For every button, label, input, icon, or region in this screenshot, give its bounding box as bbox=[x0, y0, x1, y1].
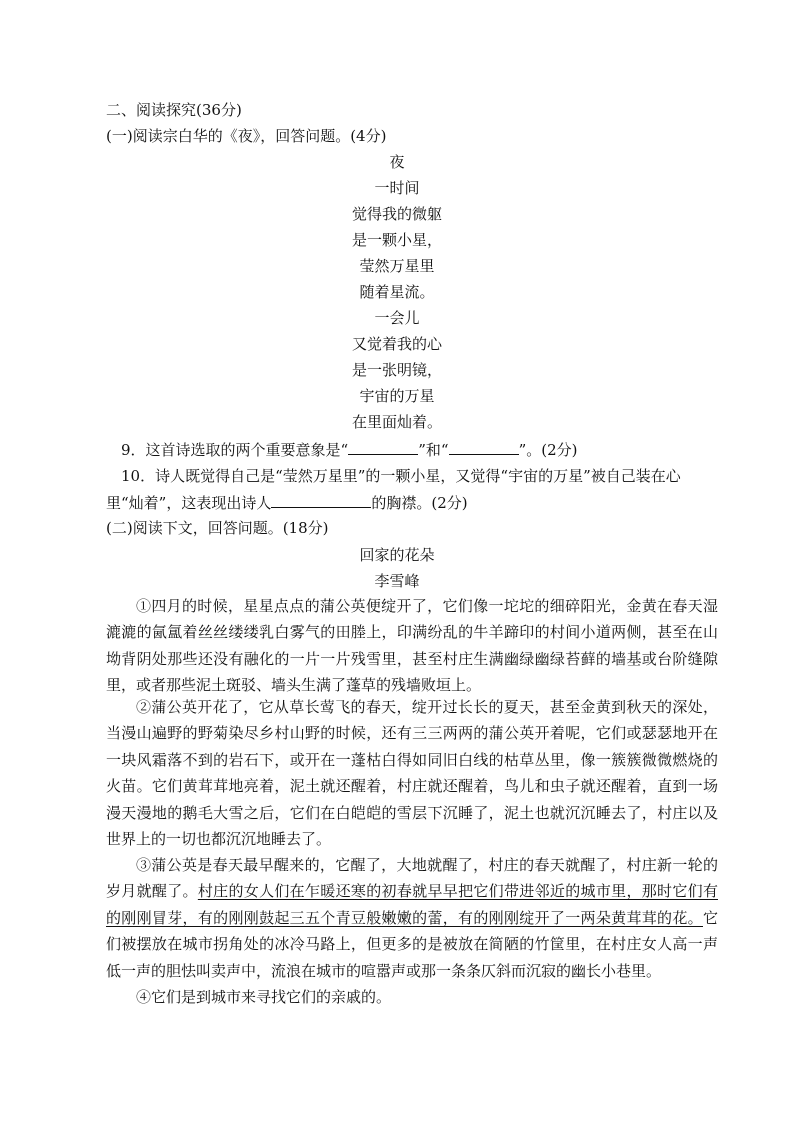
poem-title: 夜 bbox=[389, 153, 405, 171]
article-title: 回家的花朵 bbox=[359, 546, 435, 564]
article-paragraph-3 bbox=[106, 852, 718, 984]
question-9 bbox=[121, 439, 577, 460]
part2-heading: (二)阅读下文，回答问题。(18分) bbox=[106, 519, 329, 537]
question-9-mid: ”和“ bbox=[418, 441, 449, 459]
part1-heading: (一)阅读宗白华的《夜》，回答问题。(4分) bbox=[106, 127, 387, 145]
article-paragraph-4: ④它们是到城市来寻找它们的亲戚的。 bbox=[136, 988, 392, 1006]
poem-line: 是一张明镜， bbox=[351, 361, 442, 379]
section-title: 二、阅读探究(36分) bbox=[106, 101, 242, 119]
underlined-sentence: 村庄的女人们在乍暖还寒的初春就早早把它们带进邻近的城市里，那时它们有的刚刚冒芽，有的刚刚鼓起三五个青豆般嫩嫩的蕾，有的刚刚绽开了一两朵黄茸茸的花。 bbox=[106, 882, 718, 927]
article-paragraph-2: ②蒲公英开花了，它从草长莺飞的春天，绽开过长长的夏天，甚至金黄到秋天的深处，当漫山遍野的野菊染尽乡村山野的时候，还有三三两两的蒲公英开着呢，它们或瑟瑟地开在一块风霜落不到的岩石下，或开在一蓬枯白得如同旧白线的枯草丛里，像一簇簇微微燃烧的火苗。它们黄茸茸地亮着，泥土就还醒着，村庄就还醒着，鸟儿和虫子就还醒着，直到一场漫天漫地的鹅毛大雪之后，它们在白皑皑的雪层下沉睡了，泥土也就沉沉睡去了，村庄以及世界上的一切也都沉沉地睡去了。 bbox=[106, 698, 718, 849]
question-10-prefix: 里“灿着”，这表现出诗人 bbox=[106, 494, 272, 512]
paragraph-3-opening: ③蒲公英是春天最早醒来的，它醒了，大地就醒了，村庄的春天就醒了，村庄新一轮的岁月就醒了。 bbox=[106, 856, 718, 901]
article-paragraph-1: ①四月的时候，星星点点的蒲公英便绽开了，它们像一坨坨的细碎阳光，金黄在春天湿漉漉的氤氲着丝丝缕缕乳白雾气的田塍上，印满纷乱的牛羊蹄印的村间小道两侧，甚至在山坳背阴处那些还没有融化的一片一片残雪里，甚至村庄生满幽绿幽绿苔藓的墙基或台阶缝隙里，或者那些泥土斑驳、墙头生满了蓬草的残墙败垣上。 bbox=[106, 597, 718, 695]
poem-line: 一会儿 bbox=[374, 309, 420, 327]
article-author: 李雪峰 bbox=[374, 572, 420, 590]
paragraph-3-closing: 它们被摆放在城市拐角处的冰冷马路上，但更多的是被放在简陋的竹筐里，在村庄女人高一声低一声的胆怯叫卖声中，流浪在城市的喧嚣声或那一条条仄斜而沉寂的幽长小巷里。 bbox=[106, 908, 718, 980]
answer-blank-2[interactable] bbox=[449, 439, 519, 455]
poem-line: 在里面灿着。 bbox=[351, 413, 442, 431]
question-10-line2 bbox=[106, 492, 468, 513]
poem-line: 宇宙的万星 bbox=[359, 387, 435, 405]
poem-line: 随着星流。 bbox=[359, 283, 435, 301]
answer-blank-1[interactable] bbox=[348, 439, 418, 455]
poem-line: 是一颗小星， bbox=[351, 231, 442, 249]
question-9-prefix: 9．这首诗选取的两个重要意象是“ bbox=[121, 441, 349, 459]
poem-line: 觉得我的微躯 bbox=[351, 205, 442, 223]
poem-line: 莹然万星里 bbox=[359, 257, 435, 275]
answer-blank-3[interactable] bbox=[271, 492, 371, 508]
poem-line: 一时间 bbox=[374, 179, 420, 197]
poem-line: 又觉着我的心 bbox=[351, 335, 442, 353]
question-10-line1: 10．诗人既觉得自己是“莹然万星里”的一颗小星，又觉得“宇宙的万星”被自己装在心 bbox=[121, 467, 681, 485]
question-9-suffix: ”。(2分) bbox=[518, 441, 578, 459]
question-10-suffix: 的胸襟。(2分) bbox=[371, 494, 468, 512]
